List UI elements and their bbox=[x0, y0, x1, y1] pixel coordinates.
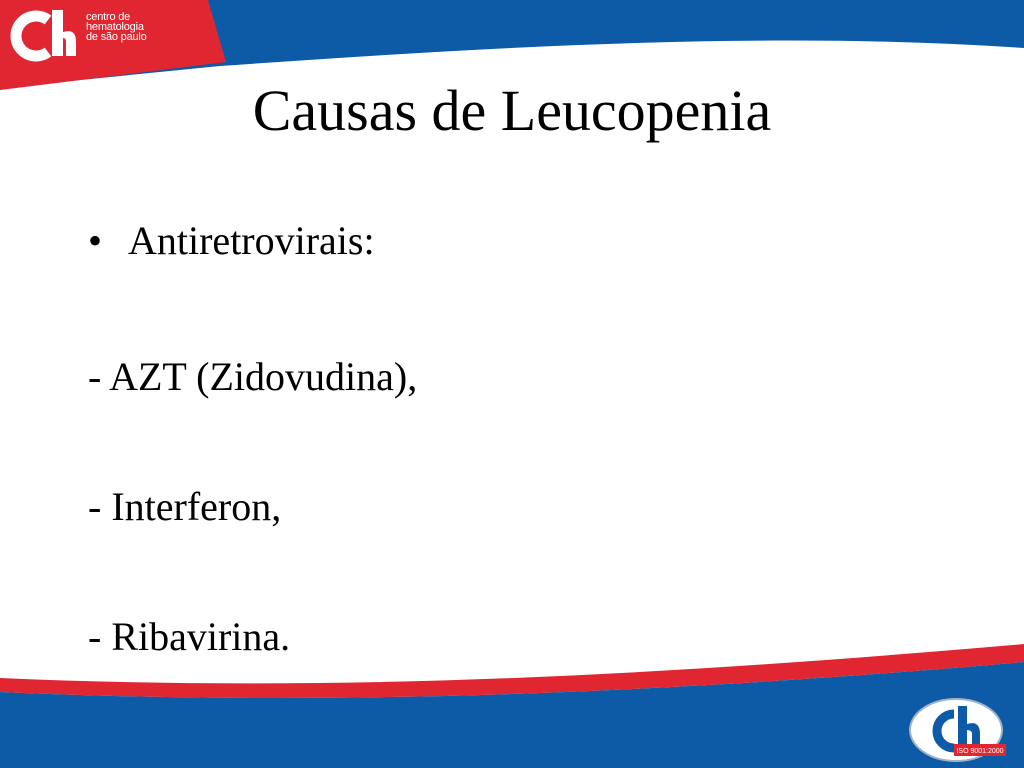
brand-logo bbox=[10, 4, 160, 68]
iso-badge-label: ISO 9001:2000 bbox=[956, 748, 1004, 755]
ch-logo-icon bbox=[10, 4, 84, 68]
list-item-azt: - AZT (Zidovudina), bbox=[88, 354, 418, 399]
slide-title: Causas de Leucopenia bbox=[252, 78, 772, 143]
bullet-item bbox=[88, 216, 375, 266]
bullet-text: Antiretrovirais: bbox=[128, 218, 375, 263]
bottom-blue-band bbox=[0, 662, 1024, 768]
brand-line-1: centro de bbox=[86, 11, 131, 23]
list-item-ribavirina: - Ribavirina. bbox=[88, 614, 291, 659]
bullet-dot-icon: • bbox=[88, 218, 103, 263]
list-item-interferon: - Interferon, bbox=[88, 484, 282, 529]
brand-name bbox=[86, 12, 176, 42]
brand-line-2: hematologia bbox=[86, 21, 144, 33]
iso-certified-logo bbox=[906, 694, 1010, 764]
brand-line-3: de são paulo bbox=[86, 31, 147, 43]
